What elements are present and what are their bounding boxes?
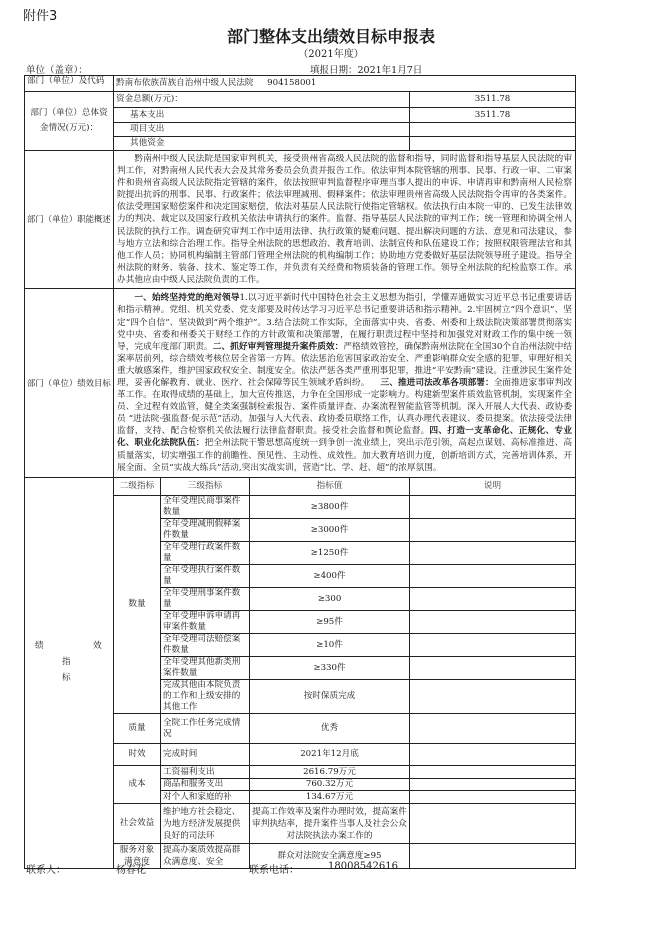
indicator-name bbox=[161, 844, 250, 869]
goal-heading-4: 四、打造一支革命化、正规化、专业化、职业化法院队伍： bbox=[117, 426, 573, 449]
goals-label: 部门（单位）绩效目标 bbox=[25, 289, 114, 478]
funds-other-name: 其他资金 bbox=[114, 137, 410, 151]
header-level2: 二级指标 bbox=[114, 478, 161, 496]
funds-total-name: 资金总额(万元)： bbox=[114, 92, 410, 108]
indicator-note bbox=[410, 779, 576, 791]
fill-date: 填报日期：2021年1月7日 bbox=[310, 65, 423, 76]
indicator-name: 全年受理司法赔偿案件数量 bbox=[161, 634, 250, 657]
indicator-note bbox=[410, 634, 576, 657]
indicator-note bbox=[410, 804, 576, 844]
label-char: 绩 bbox=[35, 641, 44, 652]
header-value: 指标值 bbox=[250, 478, 410, 496]
indicator-name bbox=[161, 804, 250, 844]
social-label: 社会效益 bbox=[114, 804, 161, 844]
goal-heading-2: 二、抓好审判管理提升案件质效： bbox=[212, 341, 344, 352]
indicator-value: ≥3000件 bbox=[250, 519, 410, 542]
indicator-name: 全年受理行政案件数量 bbox=[161, 542, 250, 565]
funds-row bbox=[25, 92, 576, 108]
indicator-note bbox=[410, 657, 576, 680]
indicator-value: 群众对法院安全满意度≥95 bbox=[250, 844, 410, 869]
social-indicator-value: 提高工作效率及案件办理时效，提高案件审判执结率，提升案件当事人及社会公众对法院执法办案工作的 bbox=[252, 806, 407, 841]
indicator-label bbox=[25, 478, 114, 869]
indicator-note bbox=[410, 542, 576, 565]
duties-paragraph: 黔南州中级人民法院是国家审判机关，接受贵州省高级人民法院的监督和指导，同时监督和指导基层人民法院的审判工作，对黔南州人民代表大会及其常务委员会负责并报告工作。依法审判本院管辖的刑事、民事、行政一审、二审案件和贵州省高级人民法院指定管辖的案件，依法按照审判监督程序审理当事人提出的申诉、申请再审和黔南州人民检察院提出抗诉的刑事、民事、行政案件；依法审理减刑、假释案件；依法审理贵州省高级人民法院指令再审的各类案件。依法受理国家赔偿案件和决定国家赔偿，依法对基层人民法院行使指定管辖权。依法执行由本院一审的、已发生法律效力的判决、裁定以及国家行政机关依法申请执行的案件。监督、指导基层人民法院的审判工作；统一管理和协调全州人民法院的执行工作。调查研究审判工作中适用法律、执行政策的疑难问题、提出解决问题的方法、意见和司法建议，参与地方立法和综合治理工作。指导全州法院的思想政治、教育培训、法制宣传和队伍建设工作；按照权限管理法官和其他工作人员；协同机构编制主管部门管理全州法院的机构编制工作；协助地方党委做好基层法院领导班子建设。指导全州法院的财务、装备、技术、鉴定等工作，并负责有关经费和物质装备的管理工作。领导全州法院的纪检监察工作。承办其他应由中级人民法院负责的工作。 bbox=[117, 154, 572, 285]
indicator-name: 全年受理其他新类刑案件数量 bbox=[161, 657, 250, 680]
indicator-value bbox=[250, 804, 410, 844]
performance-table bbox=[24, 75, 576, 869]
attachment-label: 附件3 bbox=[23, 9, 58, 24]
funds-project-name: 项目支出 bbox=[114, 123, 410, 137]
indicator-name: 全年受理民商事案件数量 bbox=[161, 496, 250, 519]
label-char: 标 bbox=[62, 673, 71, 684]
goal-body-1: 1.以习近平新时代中国特色社会主义思想为指引，学懂弄通做实习近平总书记重要讲话和指示精神。党组、机关党委、党支部要及时传达学习习近平总书记重要讲话和指示精神。2.牢固树立“四个意识”、坚定“四个自信”、坚决做到“两个维护”。3.结合法院工作实际，全面落实中央、省委、州委和上级法院决策部署贯彻落实党中央、省委和州委关于财经工作的方针政策和决策部署，在履行职责过程中坚持和加强党对财政工作的集中统一领导，完成年度部门职责。 bbox=[117, 293, 572, 352]
indicator-name: 全年受理申诉申请再审案件数量 bbox=[161, 611, 250, 634]
quality-label: 质量 bbox=[114, 714, 161, 744]
dept-row bbox=[25, 76, 576, 92]
funds-basic-value: 3511.78 bbox=[410, 108, 576, 123]
indicator-note bbox=[410, 791, 576, 804]
satisfaction-indicator-name: 提高办案质效提高群众满意度、安全 bbox=[163, 845, 241, 868]
timeliness-label: 时效 bbox=[114, 744, 161, 766]
duties-text bbox=[114, 151, 576, 289]
indicator-note bbox=[410, 844, 576, 869]
indicator-name: 完成时间 bbox=[161, 744, 250, 766]
satisfaction-label-text: 服务对象满意度 bbox=[119, 845, 155, 868]
indicator-name: 工资福利支出 bbox=[161, 766, 250, 779]
header-level3: 三级指标 bbox=[161, 478, 250, 496]
goal-heading-1: 一、始终坚持党的绝对领导 bbox=[134, 293, 240, 304]
indicator-value: ≥95件 bbox=[250, 611, 410, 634]
goal-body-4: 把全州法院干警思想高度统一到争创一流业绩上，突出示范引领，高起点谋划、高标准推进、高质量落实，切实增强工作的前瞻性、预见性、主动性、成效性。加大教育培训力度，创新培训方式，完善培训体系，开展全面、全员“实战大练兵”活动,突出实战实训，营造“比、学、赶、超”的浓厚氛围。 bbox=[117, 438, 573, 473]
page-title: 部门整体支出绩效目标申报表 bbox=[226, 27, 435, 46]
indicator-note bbox=[410, 766, 576, 779]
duties-row bbox=[25, 151, 576, 289]
contact-name: 杨春花 bbox=[116, 865, 146, 876]
funds-project-value bbox=[410, 123, 576, 137]
contact-label: 联系人： bbox=[26, 865, 66, 876]
indicator-note bbox=[410, 496, 576, 519]
indicator-name: 全年受理刑事案件数量 bbox=[161, 588, 250, 611]
indicator-value: 优秀 bbox=[250, 714, 410, 744]
funds-total-value: 3511.78 bbox=[410, 92, 576, 108]
indicator-value: ≥330件 bbox=[250, 657, 410, 680]
header-note: 说明 bbox=[410, 478, 576, 496]
dept-label: 部门（单位）及代码 bbox=[25, 76, 114, 92]
funds-basic-name: 基本支出 bbox=[114, 108, 410, 123]
quantity-label: 数量 bbox=[114, 496, 161, 714]
indicator-name: 完成其他由本院负责的工作和上级安排的其他工作 bbox=[161, 680, 250, 714]
indicator-name: 全院工作任务完成情况 bbox=[161, 714, 250, 744]
indicator-value: 按时保质完成 bbox=[250, 680, 410, 714]
funds-label: 部门（单位）总体资金情况(万元)： bbox=[25, 92, 114, 151]
goal-heading-3: 三、推进司法改革各项部署： bbox=[380, 377, 494, 388]
funds-other-value bbox=[410, 137, 576, 151]
indicator-value: ≥1250件 bbox=[250, 542, 410, 565]
indicator-value: 2616.79万元 bbox=[250, 766, 410, 779]
indicator-name: 对个人和家庭的补 bbox=[161, 791, 250, 804]
cost-label: 成本 bbox=[114, 766, 161, 804]
goals-row bbox=[25, 289, 576, 478]
indicator-note bbox=[410, 519, 576, 542]
goal-body-2: 严格绩效管控，确保黔南州法院在全国30个自治州法院中结案率居前列，综合绩效考核位居全省第一方阵。依法惩治危害国家政治安全、严重影响群众安全感的犯罪，审理好相关重大敏感案件，维护国家政权安全、制度安全。依法严惩各类严重刑事犯罪，推进“平安黔南”建设。注重涉民生案件处理，妥善化解教育、就业、医疗、社会保障等民生领域矛盾纠纷。 bbox=[117, 341, 573, 388]
indicator-value: 134.67万元 bbox=[250, 791, 410, 804]
indicator-note bbox=[410, 588, 576, 611]
indicator-value: ≥3800件 bbox=[250, 496, 410, 519]
phone-number: 18008542616 bbox=[328, 861, 398, 872]
goals-text bbox=[114, 289, 576, 478]
phone-label: 联系电话： bbox=[249, 865, 299, 876]
indicator-value: 760.32万元 bbox=[250, 779, 410, 791]
indicator-note bbox=[410, 565, 576, 588]
indicator-value: ≥300 bbox=[250, 588, 410, 611]
indicator-note bbox=[410, 611, 576, 634]
goals-paragraph bbox=[117, 292, 572, 473]
indicator-value: ≥400件 bbox=[250, 565, 410, 588]
indicator-name: 全年受理减刑假释案件数量 bbox=[161, 519, 250, 542]
indicator-note bbox=[410, 680, 576, 714]
indicator-note bbox=[410, 744, 576, 766]
report-year: （2021年度） bbox=[298, 49, 364, 60]
indicator-name: 全年受理执行案件数量 bbox=[161, 565, 250, 588]
unit-stamp-label: 单位（盖章）： bbox=[26, 65, 88, 76]
social-indicator-name: 维护地方社会稳定、为地方经济发展提供良好的司法环 bbox=[163, 806, 241, 841]
indicator-note bbox=[410, 714, 576, 744]
goal-body-3: 全面推进家事审判改革工作。在取得成绩的基础上，加大宣传推送，力争在全国形成一定影响力。构建新型案件质效监管机制，实现案件全员、全过程有效监管，健全类案强制检索报告、案件质量评查、办案流程智能监管等机制。深入开展人大代表、政协委员 “进法院·强监督·促示范”活动，加强与人大代表、政协委员联络工作，认真办理代表建议、委员提案。依法接受法律监督，支持、配合检察机关依法履行法律监督职责。接受社会监督和舆论监督。 bbox=[117, 377, 573, 437]
indicator-value: 2021年12月底 bbox=[250, 744, 410, 766]
duties-label: 部门（单位）职能概述 bbox=[25, 151, 114, 289]
indicator-label-text bbox=[35, 638, 105, 686]
indicator-header-row bbox=[25, 478, 576, 496]
indicator-value: ≥10件 bbox=[250, 634, 410, 657]
indicator-name: 商品和服务支出 bbox=[161, 779, 250, 791]
label-char: 效 bbox=[93, 641, 102, 652]
label-char: 指 bbox=[62, 657, 71, 668]
dept-name-code: 黔南布依族苗族自治州中级人民法院 904158001 bbox=[114, 76, 576, 92]
